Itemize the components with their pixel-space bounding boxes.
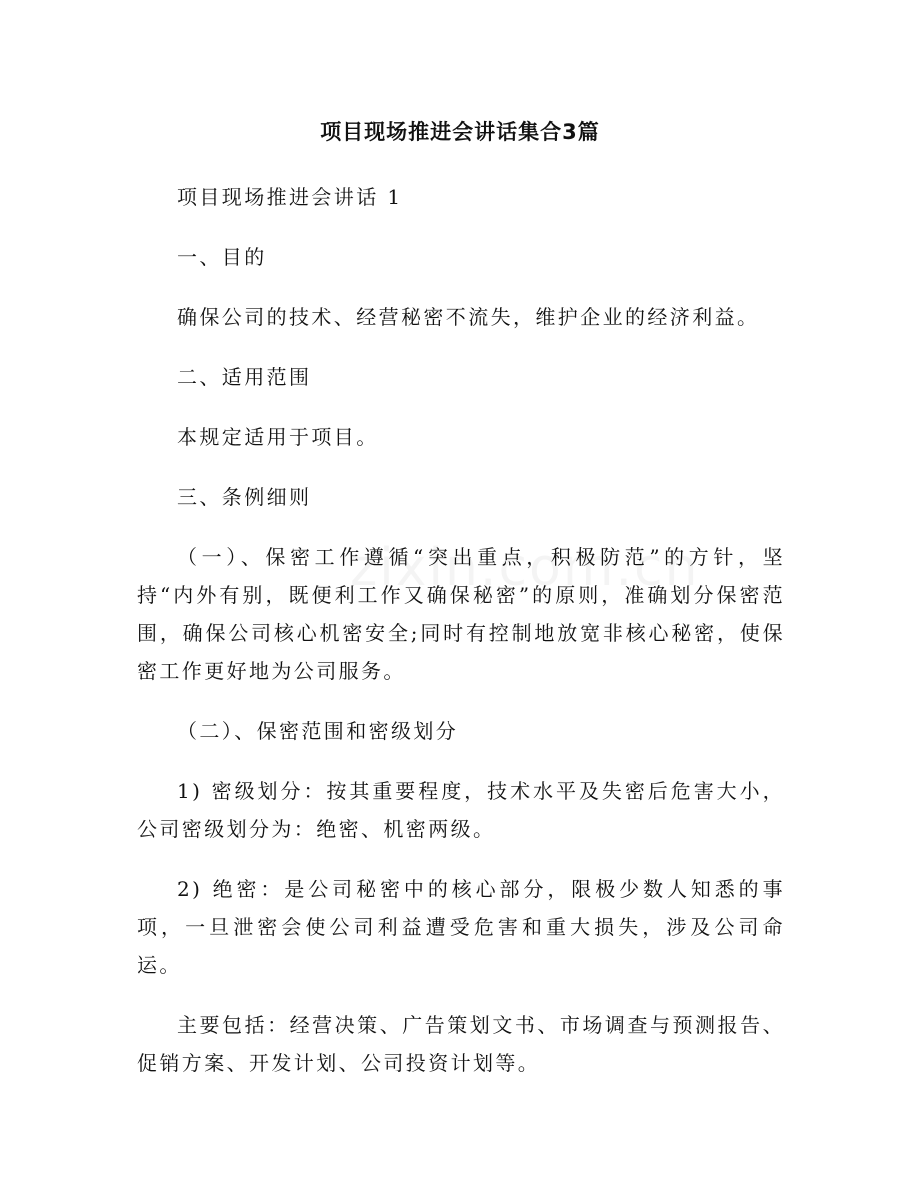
paragraph-heading-scope: 二、适用范围 (177, 365, 312, 389)
paragraph-rule-2-heading: （二）、保密范围和密级划分 (177, 719, 459, 743)
document-body (137, 178, 785, 1082)
paragraph-main-items: 主要包括：经营决策、广告策划文书、市场调查与预测报告、促销方案、开发计划、公司投资计划等。 (137, 1013, 785, 1075)
paragraph-purpose: 确保公司的技术、经营秘密不流失，维护企业的经济利益。 (177, 305, 760, 329)
paragraph-heading-purpose: 一、目的 (177, 245, 267, 269)
paragraph-scope: 本规定适用于项目。 (177, 425, 379, 449)
paragraph-heading-rules: 三、条例细则 (177, 485, 312, 509)
paragraph-subtitle: 项目现场推进会讲话 1 (177, 185, 403, 209)
paragraph-classification: 1) 密级划分：按其重要程度，技术水平及失密后危害大小，公司密级划分为：绝密、机密两级。 (137, 779, 785, 841)
page-title: 项目现场推进会讲话集合3篇 (320, 120, 600, 144)
paragraph-rule-1: （一）、保密工作遵循“突出重点，积极防范”的方针，坚持“内外有别，既便利工作又确保秘密”的原则，准确划分保密范围，确保公司核心机密安全;同时有控制地放宽非核心秘密，使保密工作更好地为公司服务。 (137, 545, 785, 683)
paragraph-top-secret: 2) 绝密：是公司秘密中的核心部分，限极少数人知悉的事项，一旦泄密会使公司利益遭受危害和重大损失，涉及公司命运。 (137, 877, 785, 977)
